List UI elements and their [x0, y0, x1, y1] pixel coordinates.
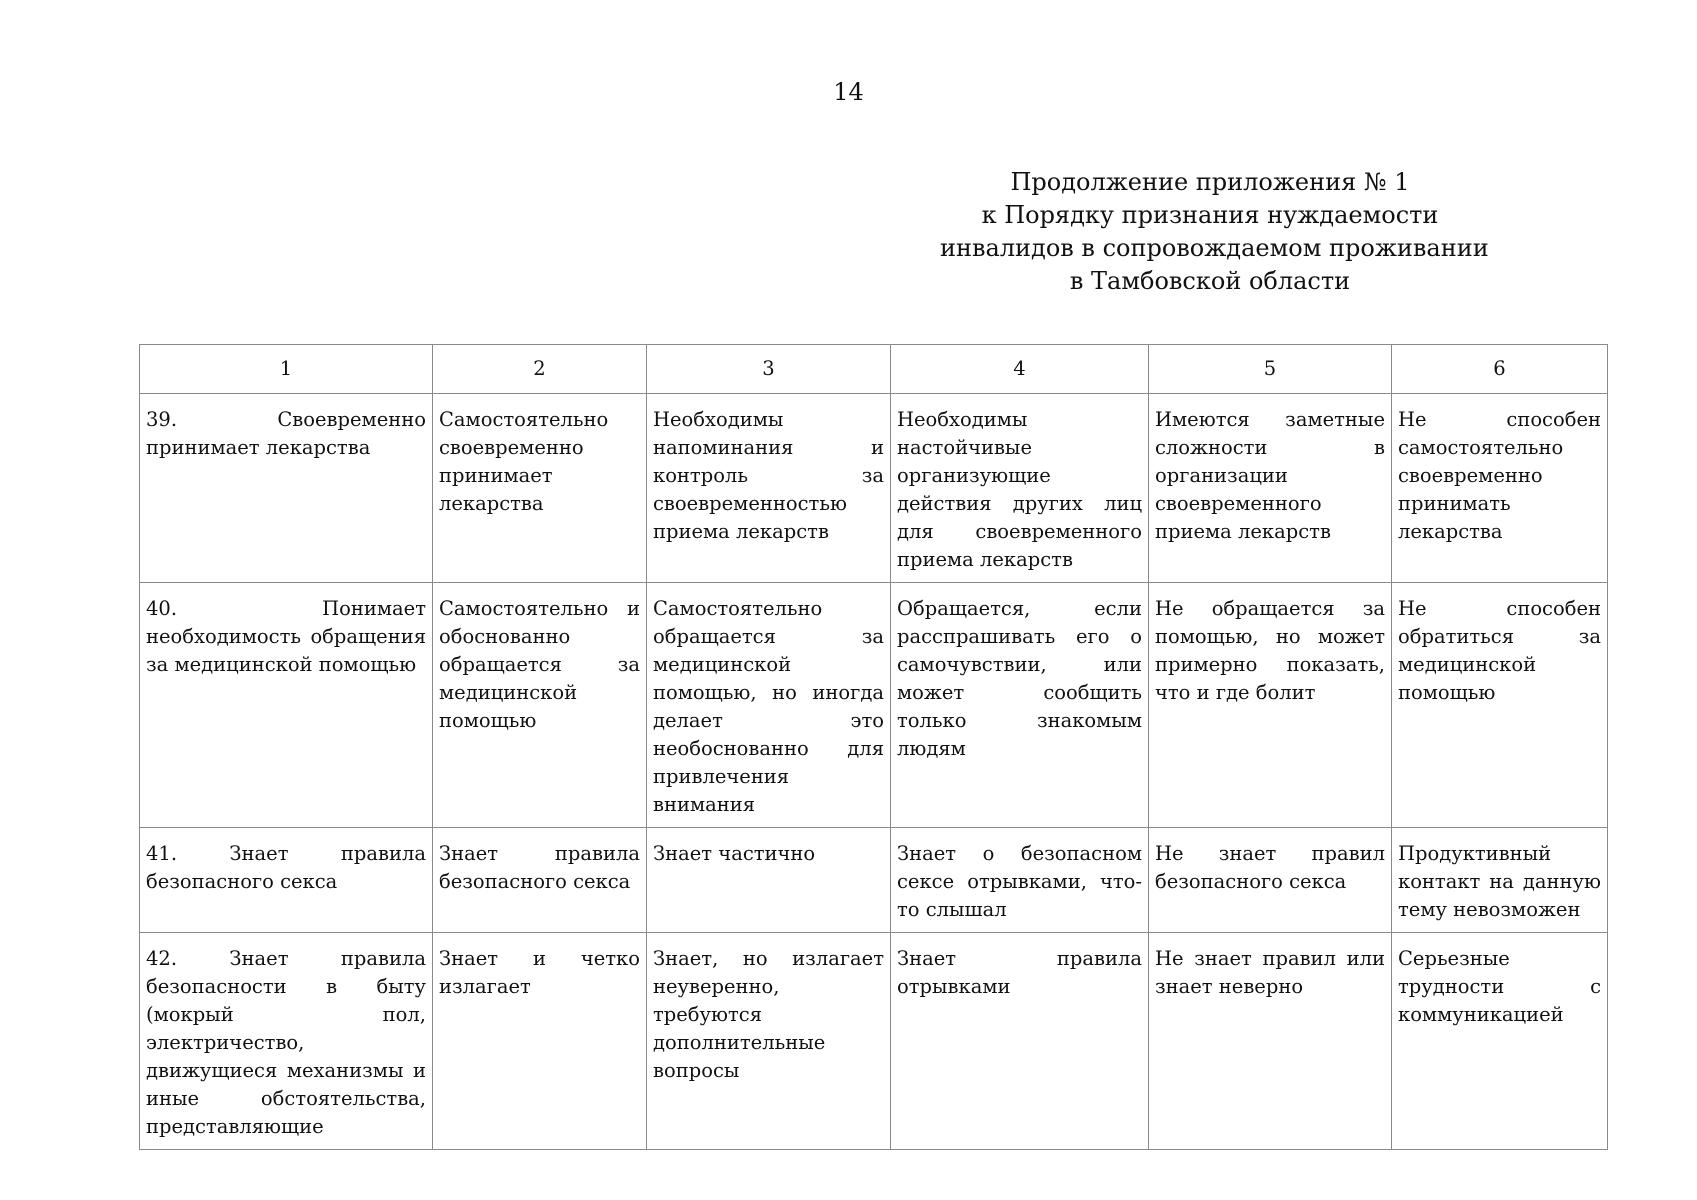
table-cell: Знает частично — [647, 828, 891, 933]
table-cell: Имеются заметные сложности в организации своевременного приема лекарств — [1149, 394, 1392, 583]
table-cell: Необходимы напоминания и контроль за своевременностью приема лекарств — [647, 394, 891, 583]
appendix-heading-line-3: инвалидов в сопровождаемом проживании — [940, 234, 1489, 262]
table-cell: Знает, но излагает неуверенно, требуются дополнительные вопросы — [647, 933, 891, 1150]
table-cell: Самостоятельно своевременно принимает лекарства — [433, 394, 647, 583]
table-cell: Не способен обратиться за медицинской помощью — [1392, 583, 1608, 828]
column-header: 4 — [891, 345, 1149, 394]
appendix-heading-line-1: Продолжение приложения № 1 — [1010, 168, 1410, 196]
table-cell: Серьезные трудности с коммуникацией — [1392, 933, 1608, 1150]
column-header: 6 — [1392, 345, 1608, 394]
column-header: 1 — [140, 345, 433, 394]
column-header: 3 — [647, 345, 891, 394]
appendix-heading-line-4: в Тамбовской области — [1069, 267, 1351, 295]
table-cell: Знает о безопасном сексе отрывками, что-то слышал — [891, 828, 1149, 933]
appendix-heading-line-2: к Порядку признания нуждаемости — [981, 201, 1439, 229]
assessment-table — [139, 344, 1608, 1150]
table-cell: Не знает правил безопасного секса — [1149, 828, 1392, 933]
table-cell: Знает правила безопасного секса — [433, 828, 647, 933]
table-cell: Не обращается за помощью, но может примерно показать, что и где болит — [1149, 583, 1392, 828]
table-header-row — [140, 345, 1608, 394]
criterion-cell: 39. Своевременно принимает лекарства — [140, 394, 433, 583]
table-row — [140, 933, 1608, 1150]
table-cell: Продуктивный контакт на данную тему невозможен — [1392, 828, 1608, 933]
appendix-heading — [940, 166, 1489, 298]
table-cell: Обращается, если расспрашивать его о самочувствии, или может сообщить только знакомым людям — [891, 583, 1149, 828]
table-cell: Не способен самостоятельно своевременно принимать лекарства — [1392, 394, 1608, 583]
page-number: 14 — [833, 78, 864, 106]
table-cell: Самостоятельно и обоснованно обращается за медицинской помощью — [433, 583, 647, 828]
table-cell: Необходимы настойчивые организующие действия других лиц для своевременного приема лекарств — [891, 394, 1149, 583]
table-cell: Знает правила отрывками — [891, 933, 1149, 1150]
table-row — [140, 394, 1608, 583]
table-cell: Самостоятельно обращается за медицинской помощью, но иногда делает это необоснованно для привлечения внимания — [647, 583, 891, 828]
table-cell: Не знает правил или знает неверно — [1149, 933, 1392, 1150]
table-row — [140, 828, 1608, 933]
criterion-cell: 42. Знает правила безопасности в быту (мокрый пол, электричество, движущиеся механизмы и иные обстоятельства, представляющие — [140, 933, 433, 1150]
criterion-cell: 40. Понимает необходимость обращения за медицинской помощью — [140, 583, 433, 828]
column-header: 2 — [433, 345, 647, 394]
table-row — [140, 583, 1608, 828]
table-cell: Знает и четко излагает — [433, 933, 647, 1150]
criterion-cell: 41. Знает правила безопасного секса — [140, 828, 433, 933]
column-header: 5 — [1149, 345, 1392, 394]
